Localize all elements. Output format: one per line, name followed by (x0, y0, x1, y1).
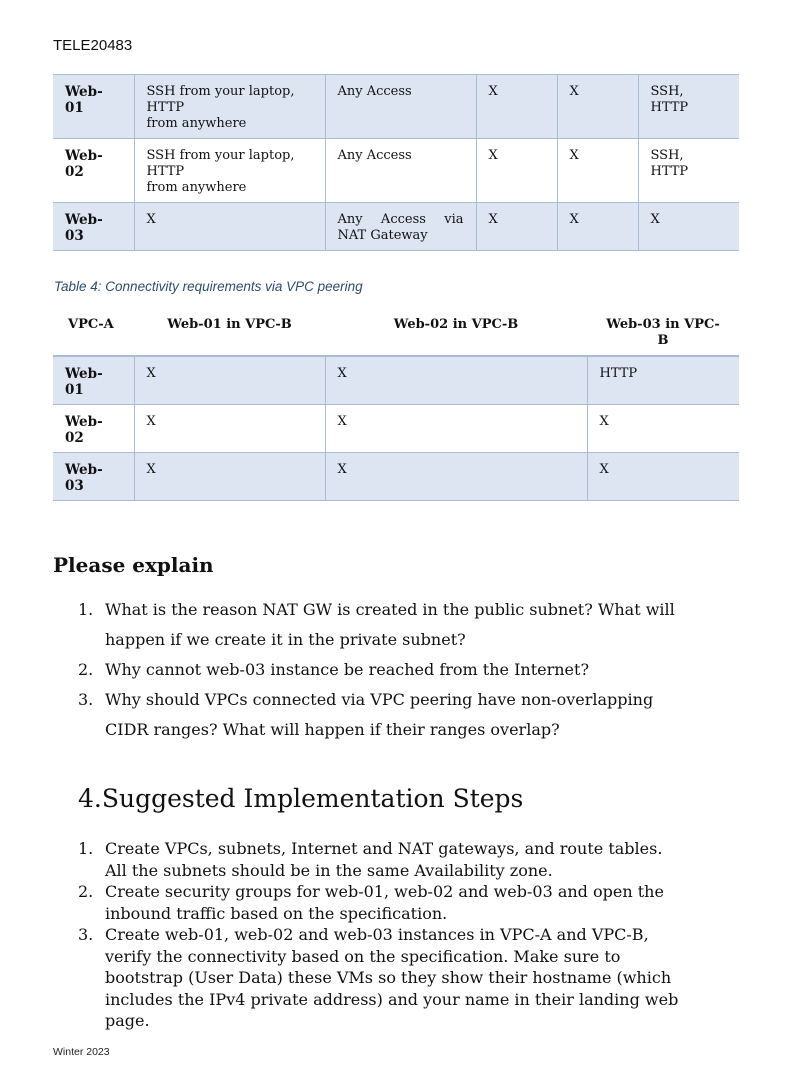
table-row (53, 203, 739, 251)
security-group-table (53, 74, 739, 251)
row-header: Web- 03 (53, 453, 134, 501)
list-item: 2. Why cannot web-03 instance be reached from the Internet? (78, 655, 728, 685)
table-cell: X (587, 405, 739, 453)
table-cell: SSH, HTTP (638, 75, 739, 139)
column-header: Web-02 in VPC-B (393, 317, 519, 332)
table-cell: X (476, 75, 557, 139)
table-cell: X (557, 203, 638, 251)
list-item: 3. Why should VPCs connected via VPC peering have non-overlapping CIDR ranges? What will happen if their ranges overlap? (78, 685, 728, 745)
question-list (78, 595, 728, 745)
list-item: 2. Create security groups for web-01, web-02 and web-03 and open the inbound traffic based on the specification. (78, 882, 664, 923)
vpc-peering-table (53, 313, 739, 501)
table-cell: X (325, 356, 587, 405)
list-item: 1. What is the reason NAT GW is created in the public subnet? What will happen if we create it in the private subnet? (78, 595, 728, 655)
table-row (53, 139, 739, 203)
table-cell: X (587, 453, 739, 501)
table-cell: X (638, 203, 739, 251)
list-number: 2. (78, 660, 94, 679)
table-row (53, 75, 739, 139)
table-header-row (53, 313, 739, 356)
table-cell: X (476, 203, 557, 251)
row-header: Web- 03 (53, 203, 134, 251)
table-cell: SSH from your laptop, HTTP from anywhere (134, 139, 325, 203)
list-item: 1. Create VPCs, subnets, Internet and NAT gateways, and route tables. All the subnets should be in the same Availability zone. (78, 839, 663, 880)
table-cell: X (476, 139, 557, 203)
table-row (53, 356, 739, 405)
explain-heading: Please explain (53, 553, 214, 577)
page-footer: Winter 2023 (53, 1046, 110, 1058)
table-cell: X (134, 405, 325, 453)
list-number: 1. (78, 600, 94, 619)
table-cell: Any Access (325, 75, 476, 139)
table-row (53, 453, 739, 501)
table-cell: Any Access (325, 139, 476, 203)
row-header: Web- 02 (65, 148, 103, 180)
row-header: Web- 02 (65, 414, 103, 446)
table-cell: X (557, 75, 638, 139)
list-number: 3. (78, 925, 94, 944)
table-cell: X (325, 405, 587, 453)
table-cell: Any Access via NAT Gateway (325, 203, 476, 251)
table-row (53, 405, 739, 453)
table-caption: Table 4: Connectivity requirements via VPC peering (54, 279, 363, 294)
list-number: 3. (78, 690, 94, 709)
list-item: 3. Create web-01, web-02 and web-03 instances in VPC-A and VPC-B, verify the connectivity based on the specification. Make sure to bootstrap (User Data) these VMs so they show their hostname (which includes the IPv4 private address) and your name in their landing web page. (78, 925, 679, 1030)
column-header: Web-01 in VPC-B (167, 317, 292, 332)
table-cell: X (134, 453, 325, 501)
table-cell: HTTP (587, 356, 739, 405)
steps-list (78, 838, 738, 1032)
column-header: VPC-A (68, 317, 114, 332)
table-cell: SSH, HTTP (638, 139, 739, 203)
table-cell: X (134, 356, 325, 405)
list-number: 1. (78, 839, 94, 858)
table-cell: X (557, 139, 638, 203)
section-heading: 4.Suggested Implementation Steps (78, 784, 524, 813)
row-header: Web- 01 (53, 356, 134, 405)
table-cell: X (325, 453, 587, 501)
course-code: TELE20483 (53, 37, 133, 54)
table-cell: SSH from your laptop, HTTP from anywhere (134, 75, 325, 139)
list-number: 2. (78, 882, 94, 901)
column-header: Web-03 in VPC- B (606, 317, 720, 348)
row-header: Web- 01 (53, 75, 134, 139)
table-cell: X (134, 203, 325, 251)
